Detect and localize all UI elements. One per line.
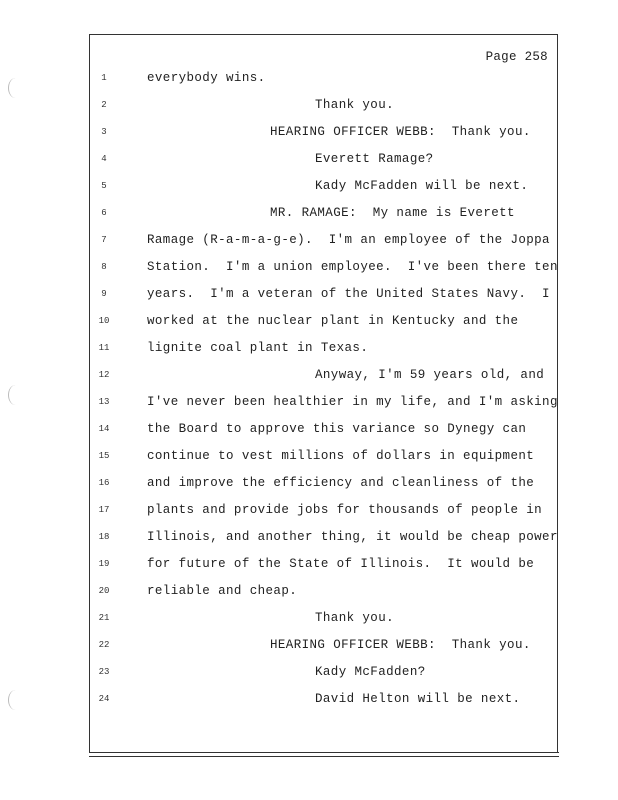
transcript-line: Anyway, I'm 59 years old, and	[315, 368, 545, 382]
line-number: 7	[101, 235, 107, 245]
line-number: 9	[101, 289, 107, 299]
transcript-line: lignite coal plant in Texas.	[147, 341, 369, 355]
line-number: 2	[101, 100, 107, 110]
transcript-line: reliable and cheap.	[147, 584, 298, 598]
punch-hole-mark	[8, 385, 23, 405]
transcript-line: David Helton will be next.	[315, 692, 521, 706]
line-number: 3	[101, 127, 107, 137]
line-number: 13	[98, 397, 110, 407]
transcript-line: HEARING OFFICER WEBB: Thank you.	[270, 638, 531, 652]
line-number: 19	[98, 559, 110, 569]
transcript-line: and improve the efficiency and cleanliness of the	[147, 476, 535, 490]
transcript-line: for future of the State of Illinois. It would be	[147, 557, 535, 571]
line-number: 1	[101, 73, 107, 83]
transcript-line: continue to vest millions of dollars in equipment	[147, 449, 535, 463]
line-number: 4	[101, 154, 107, 164]
line-number: 24	[98, 694, 110, 704]
page-number: Page 258	[485, 50, 548, 64]
line-number: 14	[98, 424, 110, 434]
transcript-line: the Board to approve this variance so Dynegy can	[147, 422, 527, 436]
transcript-line: I've never been healthier in my life, and I'm asking	[147, 395, 558, 409]
line-number: 17	[98, 505, 110, 515]
transcript-line: Thank you.	[315, 98, 395, 112]
line-number: 12	[98, 370, 110, 380]
line-number: 10	[98, 316, 110, 326]
line-number: 15	[98, 451, 110, 461]
transcript-line: everybody wins.	[147, 71, 266, 85]
line-number: 23	[98, 667, 110, 677]
transcript-line: Kady McFadden will be next.	[315, 179, 529, 193]
line-number: 8	[101, 262, 107, 272]
line-number: 5	[101, 181, 107, 191]
transcript-line: plants and provide jobs for thousands of people in	[147, 503, 543, 517]
transcript-line: worked at the nuclear plant in Kentucky and the	[147, 314, 519, 328]
line-number: 6	[101, 208, 107, 218]
bottom-rule	[89, 752, 559, 753]
transcript-line: Station. I'm a union employee. I've been there ten	[147, 260, 558, 274]
punch-hole-mark	[8, 690, 23, 710]
transcript-line: Ramage (R-a-m-a-g-e). I'm an employee of the Joppa	[147, 233, 550, 247]
line-number: 16	[98, 478, 110, 488]
transcript-line: MR. RAMAGE: My name is Everett	[270, 206, 515, 220]
transcript-line: Illinois, and another thing, it would be cheap power	[147, 530, 558, 544]
line-number: 20	[98, 586, 110, 596]
line-number: 18	[98, 532, 110, 542]
transcript-line: years. I'm a veteran of the United States Navy. I	[147, 287, 550, 301]
transcript-line: Everett Ramage?	[315, 152, 434, 166]
transcript-line: Kady McFadden?	[315, 665, 426, 679]
line-number: 11	[98, 343, 110, 353]
transcript-line: HEARING OFFICER WEBB: Thank you.	[270, 125, 531, 139]
transcript-line: Thank you.	[315, 611, 395, 625]
bottom-rule	[89, 756, 559, 757]
line-number: 21	[98, 613, 110, 623]
punch-hole-mark	[8, 78, 23, 98]
line-number: 22	[98, 640, 110, 650]
